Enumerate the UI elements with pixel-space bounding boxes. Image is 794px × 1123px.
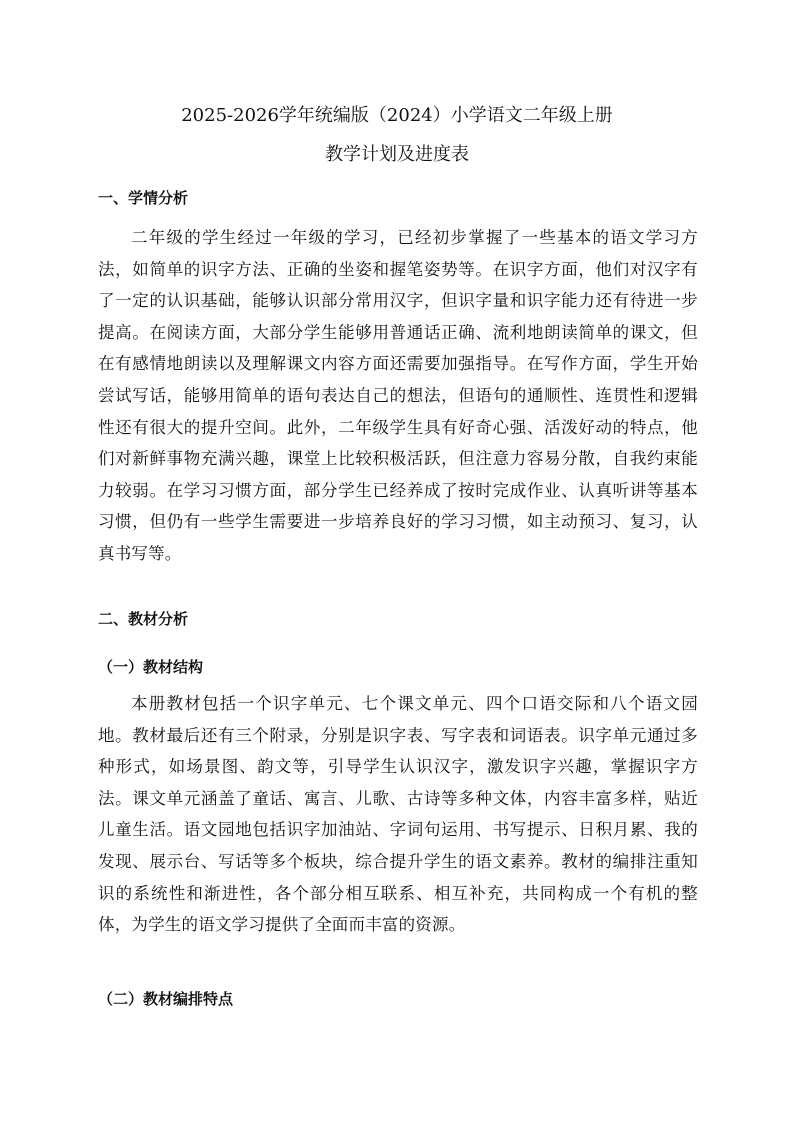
section-heading-textbook-analysis: 二、教材分析	[98, 610, 189, 628]
section-heading-student-analysis: 一、学情分析	[98, 189, 189, 207]
textbook-structure-paragraph: 本册教材包括一个识字单元、七个课文单元、四个口语交际和八个语文园地。教材最后还有三个附录，分别是识字表、写字表和词语表。识字单元通过多种形式，如场景图、韵文等，引导学生认识汉字，激发识字兴趣，掌握识字方法。课文单元涵盖了童话、寓言、儿歌、古诗等多种文体，内容丰富多样，贴近儿童生活。语文园地包括识字加油站、字词句运用、书写提示、日积月累、我的发现、展示台、写话等多个板块，综合提升学生的语文素养。教材的编排注重知识的系统性和渐进性，各个部分相互联系、相互补充，共同构成一个有机的整体，为学生的语文学习提供了全面而丰富的资源。	[98, 694, 698, 935]
student-analysis-paragraph: 二年级的学生经过一年级的学习，已经初步掌握了一些基本的语文学习方法，如简单的识字方法、正确的坐姿和握笔姿势等。在识字方面，他们对汉字有了一定的认识基础，能够认识部分常用汉字，但识字量和识字能力还有待进一步提高。在阅读方面，大部分学生能够用普通话正确、流利地朗读简单的课文，但在有感情地朗读以及理解课文内容方面还需要加强指导。在写作方面，学生开始尝试写话，能够用简单的语句表达自己的想法，但语句的通顺性、连贯性和逻辑性还有很大的提升空间。此外，二年级学生具有好奇心强、活泼好动的特点，他们对新鲜事物充满兴趣，课堂上比较积极活跃，但注意力容易分散，自我约束能力较弱。在学习习惯方面，部分学生已经养成了按时完成作业、认真听讲等基本习惯，但仍有一些学生需要进一步培养良好的学习习惯，如主动预习、复习，认真书写等。	[98, 228, 698, 563]
document-title: 2025-2026学年统编版（2024）小学语文二年级上册	[181, 105, 613, 126]
subsection-heading-textbook-structure: （一）教材结构	[98, 658, 204, 676]
subsection-heading-textbook-features: （二）教材编排特点	[98, 990, 234, 1008]
document-subtitle: 教学计划及进度表	[325, 144, 469, 165]
